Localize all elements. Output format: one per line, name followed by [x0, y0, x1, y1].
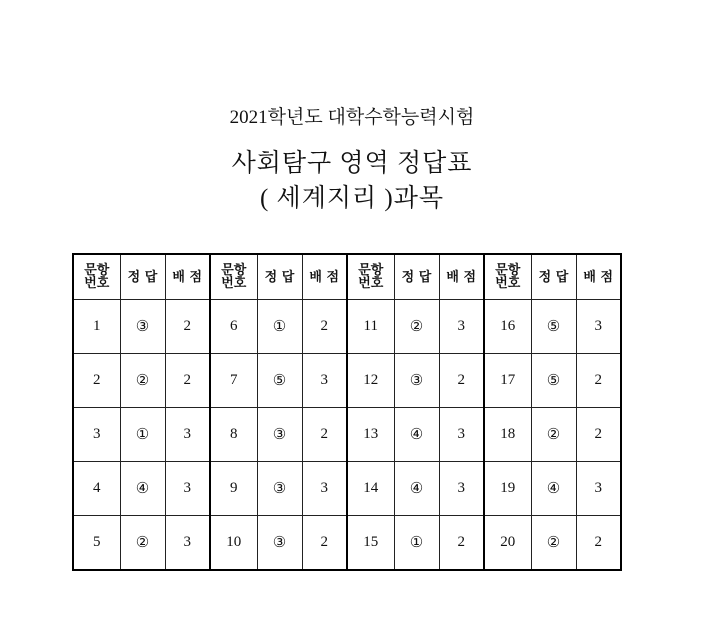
- score-cell: 3: [165, 408, 210, 462]
- answer-cell: ④: [394, 462, 439, 516]
- header-number: 문항 번호: [484, 254, 531, 300]
- answer-cell: ①: [394, 516, 439, 571]
- header-answer: 정 답: [120, 254, 165, 300]
- header-number: 문항 번호: [73, 254, 120, 300]
- score-cell: 2: [439, 354, 484, 408]
- answer-cell: ⑤: [531, 354, 576, 408]
- question-number: 4: [73, 462, 120, 516]
- question-number: 17: [484, 354, 531, 408]
- question-number: 2: [73, 354, 120, 408]
- header-answer: 정 답: [531, 254, 576, 300]
- answer-cell: ②: [120, 516, 165, 571]
- question-number: 9: [210, 462, 257, 516]
- score-cell: 2: [302, 300, 347, 354]
- question-number: 14: [347, 462, 394, 516]
- question-number: 6: [210, 300, 257, 354]
- score-cell: 3: [576, 462, 621, 516]
- question-number: 13: [347, 408, 394, 462]
- score-cell: 2: [439, 516, 484, 571]
- answer-cell: ③: [120, 300, 165, 354]
- question-number: 20: [484, 516, 531, 571]
- score-cell: 2: [165, 300, 210, 354]
- score-cell: 3: [439, 462, 484, 516]
- question-number: 16: [484, 300, 531, 354]
- header-answer: 정 답: [394, 254, 439, 300]
- header-score: 배 점: [576, 254, 621, 300]
- answer-cell: ③: [394, 354, 439, 408]
- header-number: 문항 번호: [347, 254, 394, 300]
- header-score: 배 점: [165, 254, 210, 300]
- question-number: 8: [210, 408, 257, 462]
- score-cell: 2: [576, 354, 621, 408]
- table-row: [73, 300, 621, 354]
- score-cell: 2: [576, 516, 621, 571]
- question-number: 12: [347, 354, 394, 408]
- table-row: [73, 354, 621, 408]
- answer-cell: ③: [257, 408, 302, 462]
- answer-cell: ④: [531, 462, 576, 516]
- subject-title: ( 세계지리 )과목: [259, 185, 445, 212]
- table-row: [73, 516, 621, 571]
- answer-cell: ③: [257, 462, 302, 516]
- question-number: 3: [73, 408, 120, 462]
- score-cell: 3: [439, 300, 484, 354]
- question-number: 10: [210, 516, 257, 571]
- question-number: 11: [347, 300, 394, 354]
- header-score: 배 점: [439, 254, 484, 300]
- score-cell: 2: [302, 408, 347, 462]
- score-cell: 3: [302, 354, 347, 408]
- score-cell: 3: [165, 516, 210, 571]
- score-cell: 2: [302, 516, 347, 571]
- exam-title: 2021학년도 대학수학능력시험: [229, 107, 475, 128]
- score-cell: 3: [439, 408, 484, 462]
- answer-cell: ⑤: [257, 354, 302, 408]
- answer-cell: ④: [394, 408, 439, 462]
- score-cell: 3: [302, 462, 347, 516]
- header-number: 문항 번호: [210, 254, 257, 300]
- answer-cell: ②: [394, 300, 439, 354]
- question-number: 1: [73, 300, 120, 354]
- score-cell: 2: [576, 408, 621, 462]
- answer-cell: ⑤: [531, 300, 576, 354]
- question-number: 18: [484, 408, 531, 462]
- question-number: 5: [73, 516, 120, 571]
- table-row: [73, 408, 621, 462]
- question-number: 19: [484, 462, 531, 516]
- section-title: 사회탐구 영역 정답표: [231, 150, 473, 177]
- score-cell: 3: [165, 462, 210, 516]
- answer-table: [72, 253, 622, 571]
- answer-cell: ④: [120, 462, 165, 516]
- answer-cell: ②: [531, 516, 576, 571]
- header-row: [73, 254, 621, 300]
- answer-cell: ②: [531, 408, 576, 462]
- header-answer: 정 답: [257, 254, 302, 300]
- answer-cell: ②: [120, 354, 165, 408]
- answer-cell: ①: [120, 408, 165, 462]
- answer-cell: ③: [257, 516, 302, 571]
- answer-cell: ①: [257, 300, 302, 354]
- score-cell: 2: [165, 354, 210, 408]
- question-number: 7: [210, 354, 257, 408]
- question-number: 15: [347, 516, 394, 571]
- table-row: [73, 462, 621, 516]
- header-score: 배 점: [302, 254, 347, 300]
- score-cell: 3: [576, 300, 621, 354]
